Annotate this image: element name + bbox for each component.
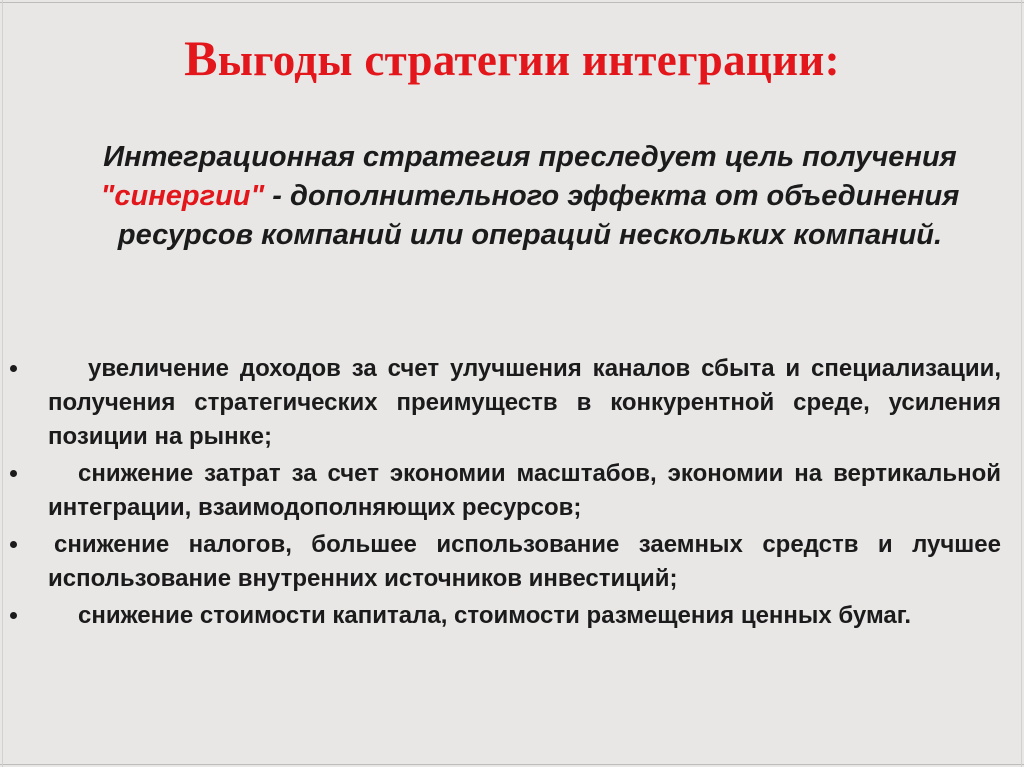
list-item-text: снижение налогов, большее использование заемных средств и лучшее использование внутренних источников инвестиций; — [48, 531, 1001, 592]
list-item — [0, 457, 1001, 525]
slide-title-rest: ыгоды стратегии интеграции: — [217, 35, 840, 85]
list-item-text: снижение стоимости капитала, стоимости размещения ценных бумаг. — [78, 602, 912, 629]
slide-bottom-border — [0, 764, 1024, 765]
lead-paragraph — [40, 138, 1020, 255]
bullet-dot-icon — [10, 541, 17, 548]
bullet-dot-icon — [10, 612, 17, 619]
lead-synergy-term: "синергии" — [100, 180, 265, 212]
lead-text-part1: Интеграционная стратегия преследует цель получения — [103, 141, 957, 173]
list-item-text: увеличение доходов за счет улучшения каналов сбыта и специализации, получения стратегических преимуществ в конкурентной среде, усиления позиции на рынке; — [48, 355, 1001, 450]
slide-title-initial: В — [184, 30, 218, 86]
bullet-dot-icon — [10, 470, 17, 477]
slide-top-border — [0, 2, 1024, 3]
slide-title — [0, 30, 1024, 88]
bullet-dot-icon — [10, 365, 17, 372]
list-item — [0, 528, 1001, 596]
list-item — [0, 352, 1001, 454]
lead-text-part2: - дополнительного эффекта от объединения ресурсов компаний или операций нескольких компаний. — [117, 180, 960, 251]
list-item — [0, 599, 1001, 633]
benefits-list — [0, 352, 1024, 633]
list-item-text: снижение затрат за счет экономии масштабов, экономии на вертикальной интеграции, взаимодополняющих ресурсов; — [48, 460, 1001, 521]
